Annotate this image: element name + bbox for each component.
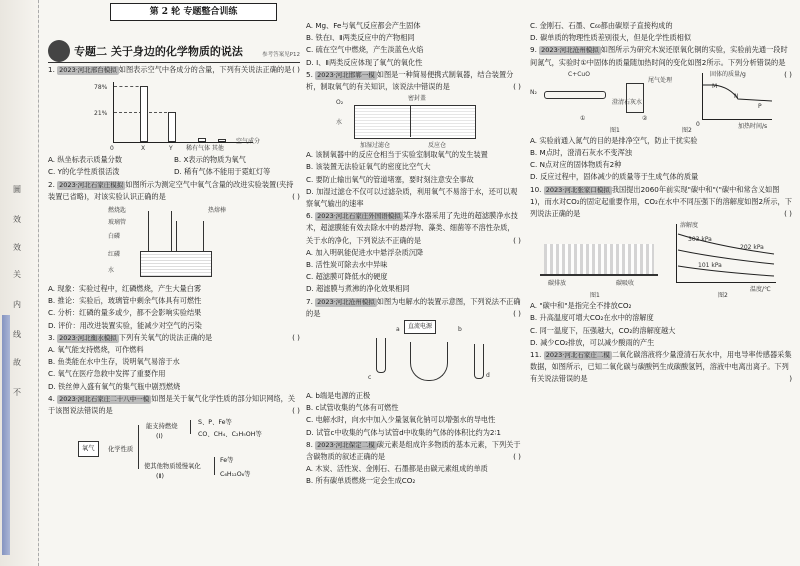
brace-line: [138, 425, 139, 469]
brace-line: [190, 420, 191, 434]
binding-margin: [0, 0, 39, 566]
limewater-bottle: [626, 83, 644, 113]
label: O₂: [336, 99, 344, 107]
node: 能支持燃烧: [146, 423, 178, 431]
question-8: 8. 2023·河北保定二模 碳元素是组成许多物质的基本元素，下列关于含碳物质的叙述正确的是 ( ): [306, 439, 521, 463]
oxygen-knowledge-network-figure: [48, 417, 288, 481]
binding-char: 关: [13, 270, 21, 279]
binding-char: 线: [13, 330, 21, 339]
question-6: 6. 2023·河北石家庄外国语模拟 某净水器采用了先进的超滤膜净水技术，超滤膜能有效去除水中的悬浮物、藻类、细菌等不溶性杂质，关于水的净化，下列说法不正确的是 ( ): [306, 210, 521, 247]
label: ①: [580, 114, 586, 122]
figure-caption: 图2: [718, 292, 728, 300]
question-2: 2. 2023·河北石家庄模拟 如图所示为测定空气中氧气含量的改进实验装置(夹持装置已省略)，对该实验认识正确的是 ( ): [48, 179, 300, 203]
carbon-neutral-figure: [530, 220, 790, 300]
answer-paren: ( ): [784, 69, 792, 79]
option: D. Ⅰ、Ⅱ两类反应体现了氧气的氧化性: [306, 57, 423, 67]
answer-paren: ( ): [513, 308, 521, 318]
option: A. 氧气能支持燃烧，可作燃料: [48, 345, 144, 355]
question-source-tag: 2023·河北石家庄模拟: [59, 180, 124, 189]
bar-y: [168, 112, 176, 142]
question-stem: 如图是关于氧气化学性质的部分知识网络，关于该图说法错误的是: [48, 393, 296, 416]
question-3: 3. 2023·河北衡水模拟 下列有关氧气的说法正确的是 ( ): [48, 332, 300, 344]
topic-badge-icon: [48, 40, 70, 62]
option: A. 木炭、活性炭、金刚石、石墨都是由碳元素组成的单质: [306, 464, 488, 474]
label: d: [486, 372, 490, 380]
answer-paren: ( ): [513, 235, 521, 245]
node-root: 氧气: [78, 441, 99, 457]
question-stem: 如图表示空气中各成分的含量，下列有关说法正确的是: [118, 65, 292, 74]
option: A. "碳中和"是指完全不排放CO₂: [530, 301, 632, 311]
mass-time-graph: [682, 69, 786, 134]
option: D. 加湿过滤仓不仅可以过滤杂质，利用氧气不易溶于水，还可以观察氧气输出的速率: [306, 186, 518, 209]
option: B. 铁在Ⅰ、Ⅱ两类反应中的产物相同: [306, 33, 415, 43]
binding-char: 效: [13, 243, 21, 252]
topic-title: 专题二 关于身边的化学物质的说法: [74, 45, 243, 58]
option: C. Y的化学性质很活泼: [48, 167, 120, 177]
label: N₂: [530, 88, 537, 96]
column-3: [530, 20, 792, 386]
x-label-z: 稀有气体 其他: [186, 145, 224, 153]
binding-char: 圖: [13, 185, 21, 194]
answer-paren: ( ): [784, 209, 792, 219]
round-header: 第 2 轮 专题整合训练: [110, 3, 277, 21]
option: B. 升高温度可增大CO₂在水中的溶解度: [530, 313, 654, 323]
option: C. 金刚石、石墨、C₆₀都由碳原子直接构成的: [530, 21, 673, 30]
x-axis: [113, 142, 253, 143]
node: 化学性质: [108, 446, 134, 454]
carbon-reduction-figure: [530, 69, 790, 135]
question-10: 10. 2023·河北张家口模拟 我国提出2060年前实现"碳中和"("碳中和常含义如图1)，而水对CO₂的固定起重要作用，CO₂在水中不同压强下的溶解度如图2所示，下列说法正确的是 ( ): [530, 184, 792, 221]
curve-label: 101 kPa: [698, 262, 722, 270]
option: D. 减少CO₂排放，可以减少酸雨的产生: [530, 337, 655, 347]
topic-heading: [48, 40, 300, 63]
question-stem: 如图是一种简易便携式制氧器，结合装置分析，制取氧气的有关知识，该说法中错误的是: [306, 69, 514, 92]
oxygen-generator-figure: [336, 93, 496, 149]
label: 燃烧匙: [108, 207, 127, 215]
option: D. 稀有气体不能用于霓虹灯等: [174, 167, 271, 177]
option: A. b端是电源的正极: [306, 391, 371, 401]
solubility-graph: [668, 220, 786, 300]
question-stem: 二氧化碳溶液将少量澄清石灰水中，用电导率传感器采集数据，如图所示，已知二氧化碳与碳酸钙生成碳酸氢钙，溶液中电离出离子。下列有关说法错误的是: [530, 350, 792, 384]
option: B. M点时，澄清石灰水不变浑浊: [530, 148, 632, 158]
label: 白磷: [108, 233, 121, 241]
node: 使其他物质缓慢氧化: [144, 463, 201, 471]
question-4: 4. 2023·河北石家庄二十八中一模 如图是关于氧气化学性质的部分知识网络，关于该图说法错误的是 ( ): [48, 393, 300, 417]
label: 热熔棒: [208, 207, 227, 215]
label: 碳排放: [548, 280, 567, 288]
point-label: M: [712, 82, 718, 90]
figure-caption: 图2: [682, 126, 692, 134]
question-stem: 如图所示为测定空气中氧气含量的改进实验装置(夹持装置已省略)，对该实验认识正确的是: [48, 179, 294, 201]
option: B. 所有碳单质燃烧一定会生成CO₂: [306, 476, 416, 486]
bar-chart-figure: [58, 78, 278, 153]
x-label-x: X: [141, 145, 146, 153]
x-axis-title: 温度/℃: [750, 286, 771, 294]
label: 水: [108, 267, 115, 275]
x-axis: [702, 119, 772, 120]
x-label-y: Y: [169, 145, 173, 153]
option: B. 推论：实验后，玻璃管中剩余气体具有可燃性: [48, 296, 202, 306]
origin-label: 0: [696, 120, 700, 128]
answer-paren: ( ): [292, 332, 300, 342]
label: 澄清石灰水: [612, 98, 643, 106]
bar-other: [218, 139, 226, 142]
node: (Ⅰ): [156, 433, 163, 441]
curve-label: 202 kPa: [740, 244, 764, 252]
question-source-tag: 2023·河北衡水模拟: [59, 333, 117, 342]
y-tick-label: 21%: [94, 110, 108, 118]
answer-paren: ( ): [292, 406, 300, 416]
bar-rare-gas: [198, 138, 206, 142]
label: 红磷: [108, 251, 121, 259]
answer-paren: ( ): [513, 452, 521, 462]
option: C. N点对应的固体物质有2种: [530, 160, 622, 170]
point-label: P: [758, 102, 762, 110]
node: C₆H₁₂O₆等: [220, 471, 251, 479]
label: ②: [642, 114, 648, 122]
balance-beam: [540, 274, 658, 276]
question-stem: 下列有关氧气的说法正确的是: [118, 332, 213, 342]
option: A. 加入明矾能促进水中悬浮杂质沉降: [306, 247, 424, 257]
question-source-tag: 2023·河北沧州模拟: [541, 46, 599, 55]
answer-paren: ): [789, 374, 792, 384]
answer-paren: ( ): [292, 191, 300, 201]
option: D. 评价：用改进装置实验，能减少对空气的污染: [48, 320, 202, 330]
option: C. 硫在空气中燃烧，产生淡蓝色火焰: [306, 45, 424, 55]
solubility-curves: [676, 224, 776, 282]
binding-char: 效: [13, 215, 21, 224]
option: B. 鱼类能在水中生存，说明氧气易溶于水: [48, 357, 180, 367]
node: Fe等: [220, 457, 234, 465]
option: A. 纵坐标表示质量分数: [48, 155, 123, 165]
test-tube-d: [474, 344, 484, 379]
balance-illustration: [544, 244, 654, 274]
curve-label: 303 kPa: [688, 236, 712, 244]
column-2: [306, 20, 521, 488]
question-stem: 某净水器采用了先进的超滤膜净水技术，超滤膜能有效去除水中的悬浮物、藻类、细菌等不溶性杂质，关于水的净化，下列说法不正确的是: [306, 211, 518, 245]
question-source-tag: 2023·河北保定二模: [317, 440, 375, 449]
answer-ref: 参考答案见P12: [262, 52, 300, 58]
option: D. 试管c中收集的气体与试管d中收集的气体的体积比约为2∶1: [306, 427, 501, 437]
option: A. 实验前通入氮气的目的是排净空气，防止干扰实验: [530, 135, 698, 145]
label: 加湿过滤仓: [360, 142, 391, 150]
option: C. 要防止输出氧气的管道堵塞，要时刻注意安全事故: [306, 174, 474, 184]
divider: [410, 105, 411, 137]
answer-paren: ( ): [292, 65, 300, 74]
binding-char: 不: [13, 388, 21, 397]
label: C+CuO: [568, 70, 590, 78]
x-axis-title: 空气成分: [236, 138, 261, 146]
question-11: 11. 2023·河北石家庄二模 二氧化碳溶液将少量澄清石灰水中，用电导率传感器采集数据，如图所示，已知二氧化碳与碳酸钙生成碳酸氢钙，溶液中电离出离子。下列有关说法错误的是 ): [530, 349, 792, 386]
option: C. 同一温度下，压强越大，CO₂的溶解度越大: [530, 325, 676, 335]
option: D. 超滤膜与煮沸的净化效果相同: [306, 284, 410, 294]
option: A. Mg、Fe与氧气反应都会产生固体: [306, 21, 421, 30]
label: 密封盖: [408, 95, 427, 103]
binding-char: 故: [13, 358, 21, 367]
node: S、P、Fe等: [198, 419, 232, 427]
brace-line: [214, 457, 215, 475]
bar-x: [140, 86, 148, 142]
test-tube-c: [376, 338, 386, 373]
answer-paren: ( ): [513, 82, 521, 92]
label: 反应仓: [428, 142, 447, 150]
label: 碳吸收: [616, 280, 635, 288]
y-tick-label: 78%: [94, 84, 108, 92]
question-stem: 我国提出2060年前实现"碳中和"("碳中和常含义如图1)，而水对CO₂的固定起重要作用，CO₂在水中不同压强下的溶解度如图2所示，下列说法正确的是: [530, 184, 792, 219]
question-source-tag: 2023·河北石家庄外国语模拟: [317, 212, 401, 221]
question-1: 1. 2023·河北邢台模拟 如图表示空气中各成分的含量，下列有关说法正确的是 ( ): [48, 64, 300, 76]
option: A. 现象：实验过程中，红磷燃烧，产生大量白雾: [48, 284, 202, 294]
option: D. 铁丝伸入盛有氧气的集气瓶中剧烈燃烧: [48, 381, 181, 391]
y-axis-title: 溶解度: [680, 222, 699, 230]
x-axis: [676, 282, 776, 283]
water-trough: [140, 251, 212, 277]
option: B. 该装置无法验证氧气的密度比空气大: [306, 162, 431, 172]
y-axis-title: 固体的质量/g: [710, 70, 746, 78]
red-phosphorus-apparatus-figure: [108, 203, 248, 283]
question-source-tag: 2023·河北石家庄二模: [545, 351, 610, 360]
option: C. 氧气在医疗急救中发挥了重要作用: [48, 369, 166, 379]
node: CO、CH₄、C₂H₅OH等: [198, 431, 262, 439]
question-stem: 碳元素是组成许多物质的基本元素，下列关于含碳物质的叙述正确的是: [306, 439, 521, 462]
option: C. 超滤膜可降低水的硬度: [306, 272, 388, 282]
u-tube: [410, 342, 448, 381]
label: 水: [336, 119, 343, 127]
blue-tape-strip: [2, 315, 10, 555]
electrolysis-apparatus-figure: [366, 320, 496, 390]
option: B. X表示的物质为氧气: [174, 155, 246, 165]
option: C. 分析：红磷的量多或少，都不会影响实验结果: [48, 308, 202, 318]
question-stem: 如图为电解水的装置示意图，下列说法不正确的是: [306, 296, 521, 318]
options-q1: [48, 154, 300, 178]
option: D. 反应过程中，固体减少的质量等于生成气体的质量: [530, 172, 699, 182]
question-9: 9. 2023·河北沧州模拟 如图所示为研究木炭还原氧化铜的实验，实验前先通一段时间氮气，实验时①中固体的质量随加热时间的变化如图2所示。下列分析错误的是 ( ): [530, 44, 792, 68]
option: B. 活性炭可除去水中异味: [306, 260, 388, 270]
question-source-tag: 2023·河北邯郸一模: [317, 70, 375, 79]
column-1: [48, 64, 300, 481]
figure-caption: 图1: [610, 126, 620, 134]
question-source-tag: 2023·河北石家庄二十八中一模: [59, 394, 150, 403]
generator-body: [354, 105, 476, 139]
question-7: 7. 2023·河北沧州模拟 如图为电解水的装置示意图，下列说法不正确的是 ( ): [306, 296, 521, 320]
power-supply: 直流电源: [404, 320, 436, 334]
mass-curve: [702, 73, 772, 119]
label: 玻璃管: [108, 219, 127, 227]
figure-caption: 图1: [590, 292, 600, 300]
question-source-tag: 2023·河北沧州模拟: [317, 297, 375, 306]
question-5: 5. 2023·河北邯郸一模 如图是一种简易便携式制氧器，结合装置分析，制取氧气的有关知识，该说法中错误的是 ( ): [306, 69, 521, 93]
label: b: [458, 326, 462, 334]
option: D. 碳单质的物理性质差别很大，但是化学性质相似: [530, 33, 692, 43]
question-stem: 如图所示为研究木炭还原氧化铜的实验，实验前先通一段时间氮气，实验时①中固体的质量随加热时间的变化如图2所示。下列分析错误的是: [530, 45, 788, 67]
x-origin-label: 0: [110, 145, 114, 153]
option: B. c试管收集的气体有可燃性: [306, 403, 399, 413]
question-source-tag: 2023·河北张家口模拟: [545, 185, 610, 194]
point-label: N: [734, 92, 739, 100]
option: C. 电解水时，向水中加入少量氢氧化钠可以增强水的导电性: [306, 415, 496, 425]
label: 尾气处理: [648, 76, 673, 84]
node: (Ⅱ): [156, 473, 165, 481]
question-source-tag: 2023·河北邢台模拟: [59, 66, 117, 74]
label: c: [368, 374, 372, 382]
binding-char: 内: [13, 300, 21, 309]
label: a: [396, 326, 400, 334]
reaction-tube: [544, 91, 606, 99]
x-axis-title: 加热时间/s: [738, 122, 768, 130]
option: A. 该制氧器中的反应仓相当于实验室制取氧气的发生装置: [306, 150, 488, 160]
